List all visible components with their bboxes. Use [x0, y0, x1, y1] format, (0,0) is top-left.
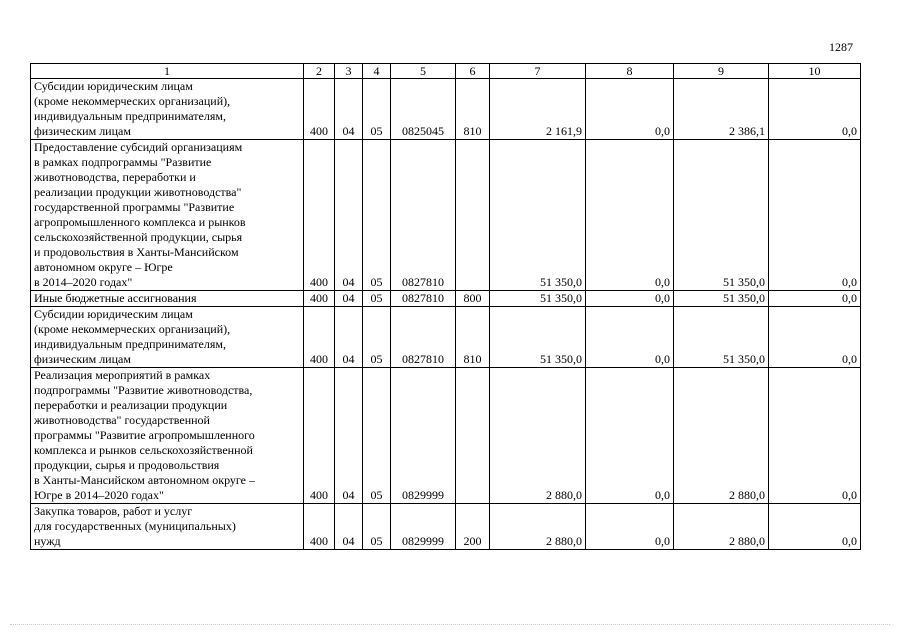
amount-cell: 2 880,0	[674, 368, 769, 504]
page-number: 1287	[829, 40, 853, 54]
code-cell: 800	[456, 291, 490, 307]
table-header-row	[31, 64, 861, 79]
column-header: 4	[363, 64, 391, 79]
column-header: 2	[304, 64, 335, 79]
amount-cell: 0,0	[586, 368, 674, 504]
code-cell	[456, 368, 490, 504]
code-cell: 04	[335, 79, 363, 140]
amount-cell: 2 386,1	[674, 79, 769, 140]
code-cell: 04	[335, 368, 363, 504]
amount-cell: 2 880,0	[674, 504, 769, 550]
code-cell: 05	[363, 504, 391, 550]
amount-cell: 0,0	[769, 504, 861, 550]
scan-noise-line	[10, 624, 890, 625]
column-header: 5	[391, 64, 456, 79]
code-cell: 810	[456, 307, 490, 368]
code-cell: 400	[304, 307, 335, 368]
table-row	[31, 368, 861, 504]
amount-cell: 2 880,0	[490, 368, 586, 504]
amount-cell: 51 350,0	[490, 291, 586, 307]
code-cell: 05	[363, 307, 391, 368]
budget-table	[30, 63, 861, 550]
code-cell: 04	[335, 291, 363, 307]
amount-cell: 51 350,0	[490, 307, 586, 368]
row-description: Субсидии юридическим лицам (кроме некоммерческих организаций), индивидуальным предпринимателям, физическим лицам	[31, 307, 304, 368]
column-header: 9	[674, 64, 769, 79]
row-description: Иные бюджетные ассигнования	[31, 291, 304, 307]
amount-cell: 51 350,0	[674, 307, 769, 368]
table-row	[31, 140, 861, 291]
table-row	[31, 504, 861, 550]
code-cell: 810	[456, 79, 490, 140]
code-cell: 0827810	[391, 307, 456, 368]
amount-cell: 51 350,0	[674, 291, 769, 307]
row-description: Субсидии юридическим лицам (кроме некоммерческих организаций), индивидуальным предпринимателям, физическим лицам	[31, 79, 304, 140]
table-row	[31, 79, 861, 140]
column-header: 1	[31, 64, 304, 79]
code-cell: 200	[456, 504, 490, 550]
row-description: Закупка товаров, работ и услуг для государственных (муниципальных) нужд	[31, 504, 304, 550]
row-description: Реализация мероприятий в рамках подпрограммы "Развитие животноводства, переработки и реализации продукции животноводства" государственной программы "Развитие агропромышленного комплекса и рынков сельскохозяйственной продукции, сырья и продовольствия в Ханты-Мансийском автономном округе – Югре в 2014–2020 годах"	[31, 368, 304, 504]
column-header: 8	[586, 64, 674, 79]
code-cell: 05	[363, 368, 391, 504]
table-row	[31, 307, 861, 368]
code-cell: 0829999	[391, 368, 456, 504]
table-row	[31, 291, 861, 307]
amount-cell: 0,0	[586, 504, 674, 550]
code-cell: 400	[304, 79, 335, 140]
amount-cell: 2 161,9	[490, 79, 586, 140]
row-description: Предоставление субсидий организациям в рамках подпрограммы "Развитие животноводства, переработки и реализации продукции животноводства" государственной программы "Развитие агропромышленного комплекса и рынков сельскохозяйственной продукции, сырья и продовольствия в Ханты-Мансийском автономном округе – Югре в 2014–2020 годах"	[31, 140, 304, 291]
code-cell: 0825045	[391, 79, 456, 140]
column-header: 7	[490, 64, 586, 79]
code-cell: 0827810	[391, 291, 456, 307]
amount-cell: 0,0	[586, 291, 674, 307]
code-cell: 0827810	[391, 140, 456, 291]
code-cell: 400	[304, 504, 335, 550]
amount-cell: 51 350,0	[490, 140, 586, 291]
column-header: 6	[456, 64, 490, 79]
code-cell: 04	[335, 307, 363, 368]
amount-cell: 0,0	[586, 79, 674, 140]
code-cell: 0829999	[391, 504, 456, 550]
code-cell: 04	[335, 504, 363, 550]
code-cell: 05	[363, 291, 391, 307]
amount-cell: 0,0	[769, 79, 861, 140]
column-header: 10	[769, 64, 861, 79]
code-cell: 05	[363, 79, 391, 140]
code-cell: 400	[304, 368, 335, 504]
code-cell: 05	[363, 140, 391, 291]
column-header: 3	[335, 64, 363, 79]
code-cell: 400	[304, 140, 335, 291]
amount-cell: 51 350,0	[674, 140, 769, 291]
amount-cell: 0,0	[586, 307, 674, 368]
amount-cell: 2 880,0	[490, 504, 586, 550]
code-cell	[456, 140, 490, 291]
amount-cell: 0,0	[769, 291, 861, 307]
code-cell: 04	[335, 140, 363, 291]
amount-cell: 0,0	[769, 140, 861, 291]
amount-cell: 0,0	[769, 307, 861, 368]
amount-cell: 0,0	[586, 140, 674, 291]
amount-cell: 0,0	[769, 368, 861, 504]
code-cell: 400	[304, 291, 335, 307]
